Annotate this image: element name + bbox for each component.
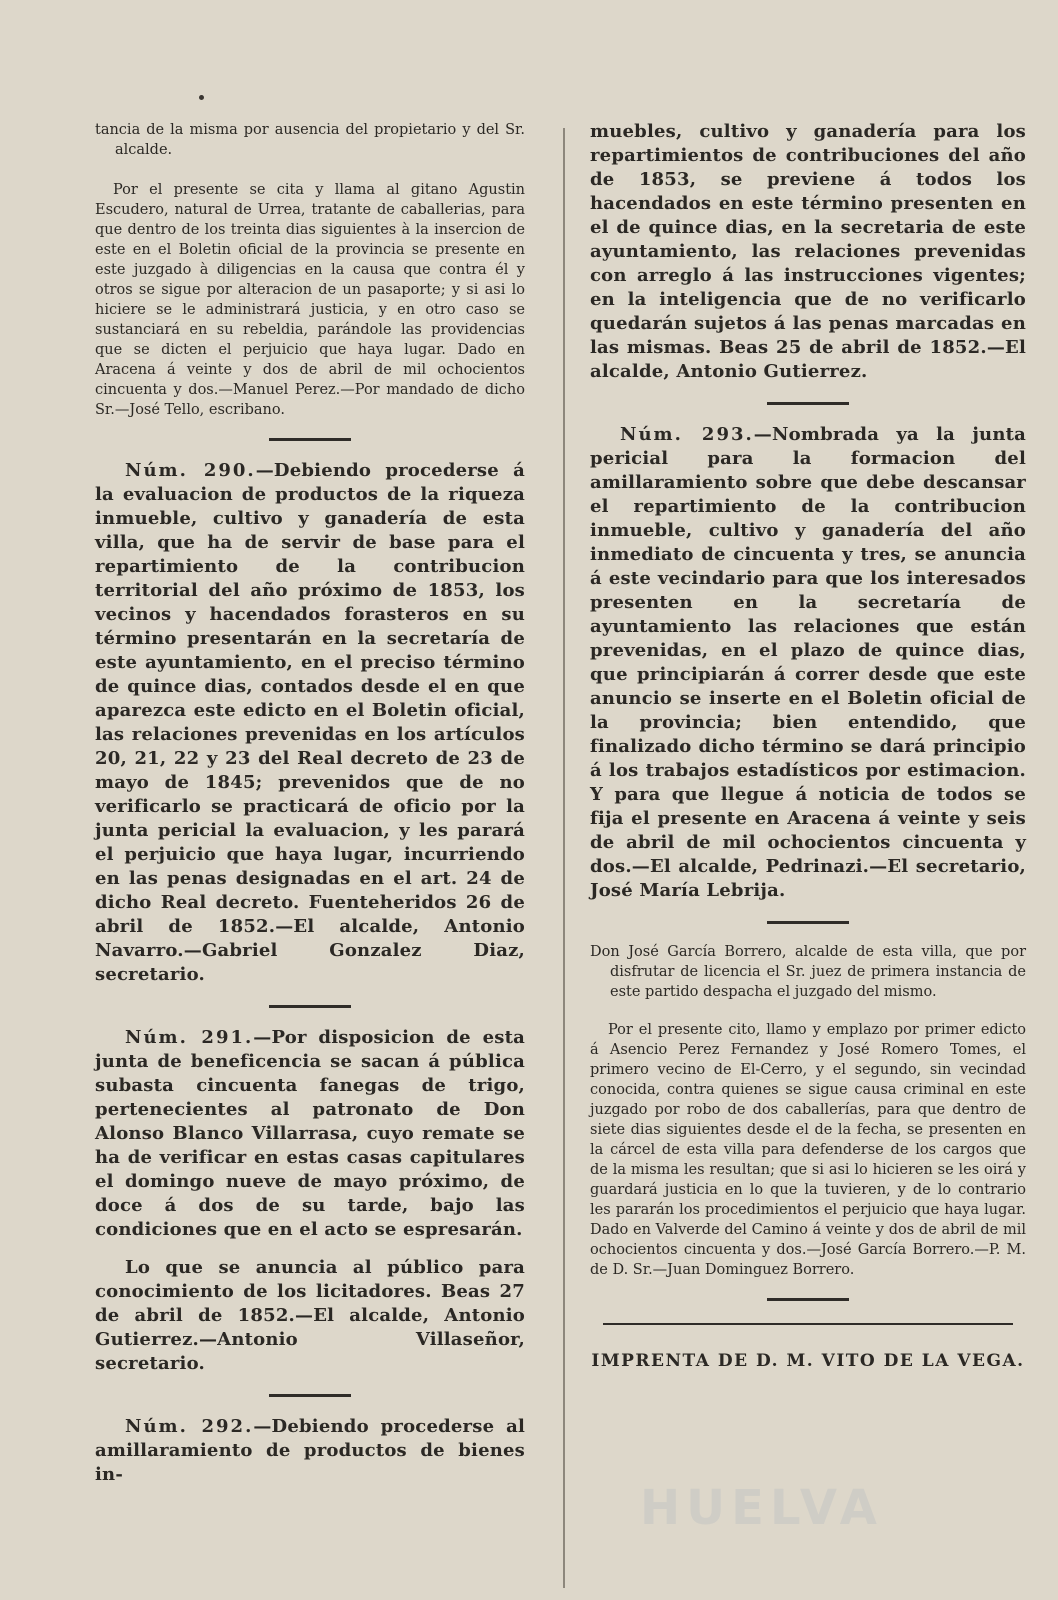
separator-rule [767, 1298, 849, 1301]
edict-valverde: Por el presente cito, llamo y emplazo por primer edicto á Asencio Perez Fernandez y José Romero Tomes, el primero vecino de El-Cerro, y el segundo, sin vecindad conocida, contra quienes se sigue causa criminal en este juzgado por robo de dos caballerías, para que dentro de siete dias siguientes desde el de la fecha, se presenten en la cárcel de esta villa para defenderse de los cargos que de la misma les resultan; que si asi lo hicieren se les oirá y guardará justicia en lo que la tuvieren, y de lo contrario les pararán los procedimientos el perjuicio que haya lugar. Dado en Valverde del Camino á veinte y dos de abril de mil ochocientos cincuenta y dos.—José García Borrero.—P. M. de D. Sr.—Juan Dominguez Borrero. [590, 1022, 1026, 1278]
column-divider [563, 128, 565, 1588]
notice-291 [95, 1026, 525, 1242]
notice-292-text: —Debiendo procederse al amillaramiento de productos de bienes in- [95, 1416, 525, 1485]
printer-imprint: IMPRENTA DE D. M. VITO DE LA VEGA. [591, 1351, 1025, 1371]
header-garcia-borrero: Don José García Borrero, alcalde de esta villa, que por disfrutar de licencia el Sr. juez de primera instancia de este partido despacha el juzgado del mismo. [590, 944, 1026, 1000]
separator-rule [767, 402, 849, 405]
edict-agustin-escudero: Por el presente se cita y llama al gitano Agustin Escudero, natural de Urrea, tratante de caballerias, para que dentro de los treinta dias siguientes à la insercion de este en el Boletin oficial de la provincia se presente en este juzgado à diligencias en la causa que contra él y otros se sigue por alteracion de un pasaporte; y si asi lo hiciere se le administrará justicia, y en otro caso se sustanciará en su rebeldia, parándole las providencias que se dicten el perjuicio que haya lugar. Dado en Aracena á veinte y dos de abril de mil ochocientos cincuenta y dos.—Manuel Perez.—Por mandado de dicho Sr.—José Tello, escribano. [95, 182, 525, 418]
separator-rule [269, 1005, 351, 1008]
notice-292 [95, 1415, 525, 1487]
left-column [95, 120, 525, 1487]
notice-290-number: Núm. 290. [125, 460, 256, 481]
notice-292-continuation: muebles, cultivo y ganadería para los repartimientos de contribuciones del año de 1853, se previene á todos los hacendados en este término presenten en el de quince dias, en la secretaria de este ayuntamiento, las relaciones prevenidas con arreglo á las instrucciones vigentes; en la inteligencia que de no verificarlo quedarán sujetos á las penas marcadas en las mismas. Beas 25 de abril de 1852.—El alcalde, Antonio Gutierrez. [590, 121, 1026, 382]
right-column [590, 120, 1026, 1371]
notice-290 [95, 459, 525, 987]
header-fragment: tancia de la misma por ausencia del propietario y del Sr. alcalde. [95, 122, 525, 158]
notice-292-number: Núm. 292. [125, 1416, 254, 1437]
notice-290-text: —Debiendo procederse á la evaluacion de productos de la riqueza inmueble, cultivo y ganadería de esta villa, que ha de servir de base para el repartimiento de la contribucion territorial del año próximo de 1853, los vecinos y hacendados forasteros en su término presentarán en la secretaría de este ayuntamiento, en el preciso término de quince dias, contados desde el en que aparezca este edicto en el Boletin oficial, las relaciones prevenidas en los artículos 20, 21, 22 y 23 del Real decreto de 23 de mayo de 1845; prevenidos que de no verificarlo se practicará de oficio por la junta pericial la evaluacion, y les parará el perjuicio que haya lugar, incurriendo en las penas designadas en el art. 24 de dicho Real decreto. Fuenteheridos 26 de abril de 1852.—El alcalde, Antonio Navarro.—Gabriel Gonzalez Diaz, secretario. [95, 460, 525, 985]
notice-293-number: Núm. 293. [620, 424, 754, 445]
print-dot [199, 95, 204, 100]
notice-291-closing: Lo que se anuncia al público para conocimiento de los licitadores. Beas 27 de abril de 1852.—El alcalde, Antonio Gutierrez.—Antonio Villaseñor, secretario. [95, 1257, 525, 1374]
separator-rule [269, 1394, 351, 1397]
archive-watermark: HUELVA [640, 1480, 883, 1536]
notice-291-number: Núm. 291. [125, 1027, 254, 1048]
notice-293-text: —Nombrada ya la junta pericial para la formacion del amillaramiento sobre que debe descansar el repartimiento de la contribucion inmueble, cultivo y ganadería del año inmediato de cincuenta y tres, se anuncia á este vecindario para que los interesados presenten en la secretaría de ayuntamiento las relaciones que están prevenidas, en el plazo de quince dias, que principiarán á correr desde que este anuncio se inserte en el Boletin oficial de la provincia; bien entendido, que finalizado dicho término se dará principio á los trabajos estadísticos por estimacion. Y para que llegue á noticia de todos se fija el presente en Aracena á veinte y seis de abril de mil ochocientos cincuenta y dos.—El alcalde, Pedrinazi.—El secretario, José María Lebrija. [590, 424, 1026, 901]
separator-rule [269, 438, 351, 441]
notice-293 [590, 423, 1026, 903]
footer-rule [603, 1323, 1013, 1325]
notice-291-text: —Por disposicion de esta junta de beneficencia se sacan á pública subasta cincuenta fanegas de trigo, pertenecientes al patronato de Don Alonso Blanco Villarrasa, cuyo remate se ha de verificar en estas casas capitulares el domingo nueve de mayo próximo, de doce á dos de su tarde, bajo las condiciones que en el acto se espresarán. [95, 1027, 525, 1240]
separator-rule [767, 921, 849, 924]
